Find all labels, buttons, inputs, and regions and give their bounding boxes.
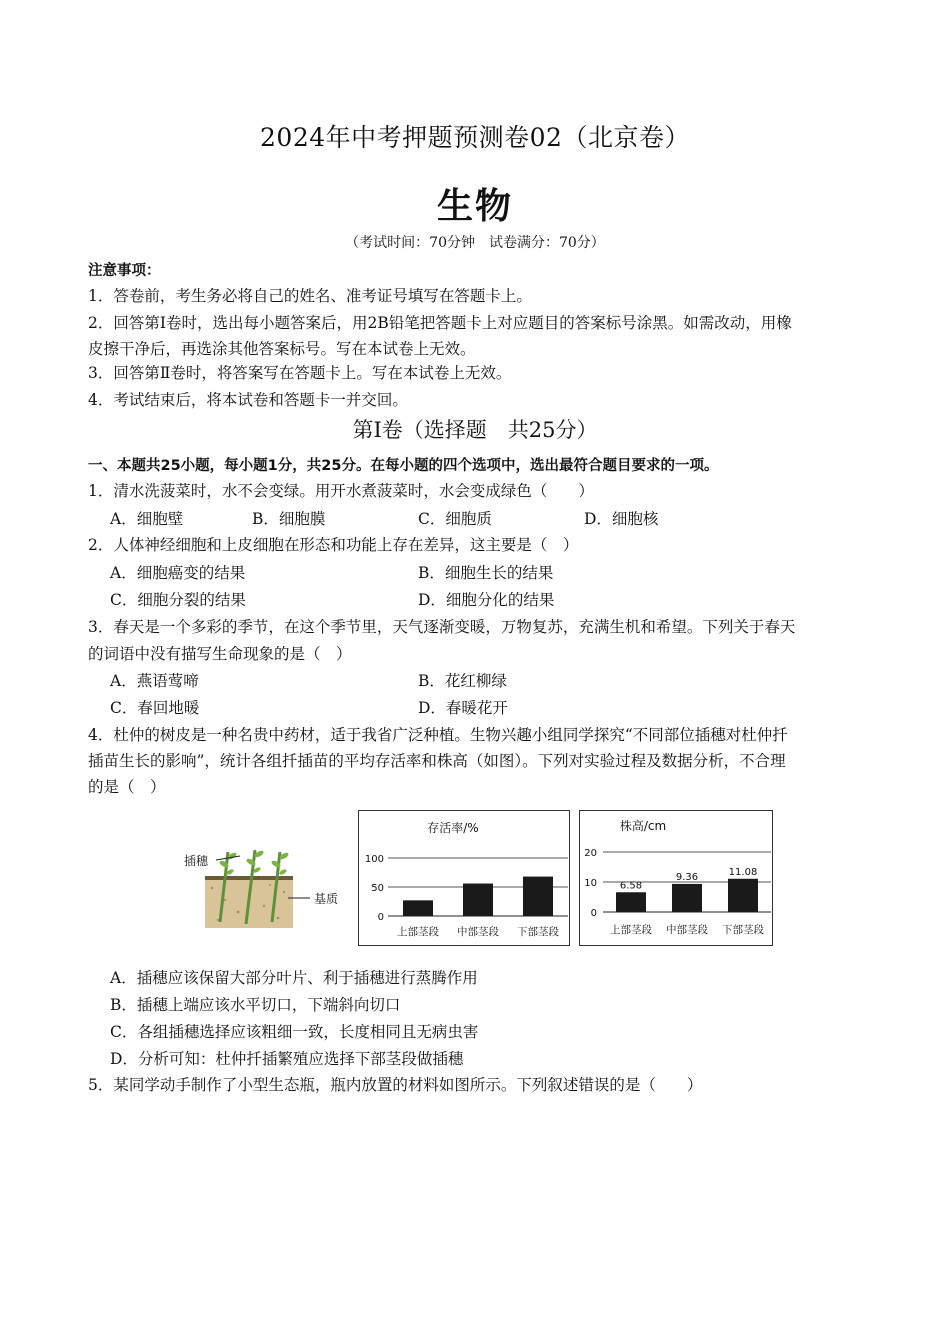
category-label: 中部茎段: [666, 924, 708, 936]
bar: [403, 900, 433, 916]
section-title: 第Ⅰ卷（选择题 共25分）: [352, 418, 598, 442]
question-3-stem: 3．春天是一个多彩的季节，在这个季节里，天气逐渐变暖，万物复苏，充满生机和希望。下列关于春天: [88, 618, 796, 636]
q1-option-d: D．细胞核: [584, 510, 659, 528]
question-4-stem: 4．杜仲的树皮是一种名贵中药材，适于我省广泛种植。生物兴趣小组同学探究“不同部位插穗对杜仲扦: [88, 726, 788, 744]
category-label: 下部茎段: [722, 924, 764, 936]
q1-option-c: C．细胞质: [418, 510, 492, 528]
y-tick-label: 50: [371, 883, 384, 894]
plant-height-chart: [579, 810, 773, 946]
q4-option-a: A．插穗应该保留大部分叶片、利于插穗进行蒸腾作用: [110, 969, 478, 987]
bar-data-label: 11.08: [728, 866, 758, 878]
q4-option-c: C．各组插穗选择应该粗细一致，长度相同且无病虫害: [110, 1023, 479, 1041]
category-label: 上部茎段: [397, 926, 439, 938]
q1-option-a: A．细胞壁: [110, 510, 184, 528]
label-cutting: 插穗: [184, 854, 209, 868]
category-label: 中部茎段: [457, 926, 499, 938]
q2-option-b: B．细胞生长的结果: [418, 564, 554, 582]
category-label: 下部茎段: [517, 926, 559, 938]
category-label: 上部茎段: [610, 924, 652, 936]
question-4-stem: 的是（ ）: [88, 778, 166, 796]
y-tick-label: 0: [590, 908, 597, 919]
q2-option-c: C．细胞分裂的结果: [110, 591, 246, 609]
chart-title: 存活率/%: [427, 821, 479, 835]
bar-data-label: 6.58: [619, 880, 643, 892]
chart-title: 株高/cm: [619, 819, 667, 833]
bar: [463, 884, 493, 916]
subject-title: 生物: [436, 185, 513, 227]
q3-option-d: D．春暖花开: [418, 699, 508, 717]
y-tick-label: 20: [584, 848, 597, 859]
survival-rate-chart: [358, 810, 570, 946]
bar: [523, 877, 553, 916]
notice-item: 4．考试结束后，将本试卷和答题卡一并交回。: [88, 391, 408, 409]
question-1-stem: 1．清水洗菠菜时，水不会变绿。用开水煮菠菜时，水会变成绿色（ ）: [88, 482, 594, 500]
y-tick-label: 10: [584, 878, 597, 889]
question-2-stem: 2．人体神经细胞和上皮细胞在形态和功能上存在差异，这主要是（ ）: [88, 536, 579, 554]
q4-option-d: D．分析可知：杜仲扦插繁殖应选择下部茎段做插穗: [110, 1050, 464, 1068]
notice-heading: 注意事项：: [88, 263, 161, 279]
exam-title: 2024年中考押题预测卷02（北京卷）: [260, 123, 690, 152]
section-instruction: 一、本题共25小题，每小题1分，共25分。在每小题的四个选项中，选出最符合题目要求的一项。: [88, 458, 719, 474]
q3-option-a: A．燕语莺啼: [110, 672, 199, 690]
q3-option-b: B．花红柳绿: [418, 672, 507, 690]
notice-item: 2．回答第Ⅰ卷时，选出每小题答案后，用2B铅笔把答题卡上对应题目的答案标号涂黑。如需改动，用橡: [88, 314, 792, 332]
bar: [672, 884, 702, 912]
question-5-stem: 5．某同学动手制作了小型生态瓶，瓶内放置的材料如图所示。下列叙述错误的是（ ）: [88, 1076, 703, 1094]
q1-option-b: B．细胞膜: [252, 510, 326, 528]
q4-option-b: B．插穗上端应该水平切口，下端斜向切口: [110, 996, 401, 1014]
bar: [728, 879, 758, 912]
question-4-stem: 插苗生长的影响”，统计各组扦插苗的平均存活率和株高（如图）。下列对实验过程及数据分析，不合理: [88, 752, 786, 770]
q2-option-a: A．细胞癌变的结果: [110, 564, 246, 582]
notice-item: 1．答卷前，考生务必将自己的姓名、准考证号填写在答题卡上。: [88, 287, 532, 305]
time-info: （考试时间：70分钟 试卷满分：70分）: [345, 235, 605, 251]
notice-item: 皮擦干净后，再选涂其他答案标号。写在本试卷上无效。: [88, 340, 476, 358]
notice-item: 3．回答第Ⅱ卷时，将答案写在答题卡上。写在本试卷上无效。: [88, 364, 512, 382]
bar-data-label: 9.36: [675, 871, 699, 883]
bar: [616, 892, 646, 912]
label-medium: 基质: [314, 892, 339, 906]
q2-option-d: D．细胞分化的结果: [418, 591, 555, 609]
question-3-stem: 的词语中没有描写生命现象的是（ ）: [88, 645, 352, 663]
y-tick-label: 100: [364, 854, 384, 865]
y-tick-label: 0: [377, 912, 384, 923]
q3-option-c: C．春回地暖: [110, 699, 200, 717]
